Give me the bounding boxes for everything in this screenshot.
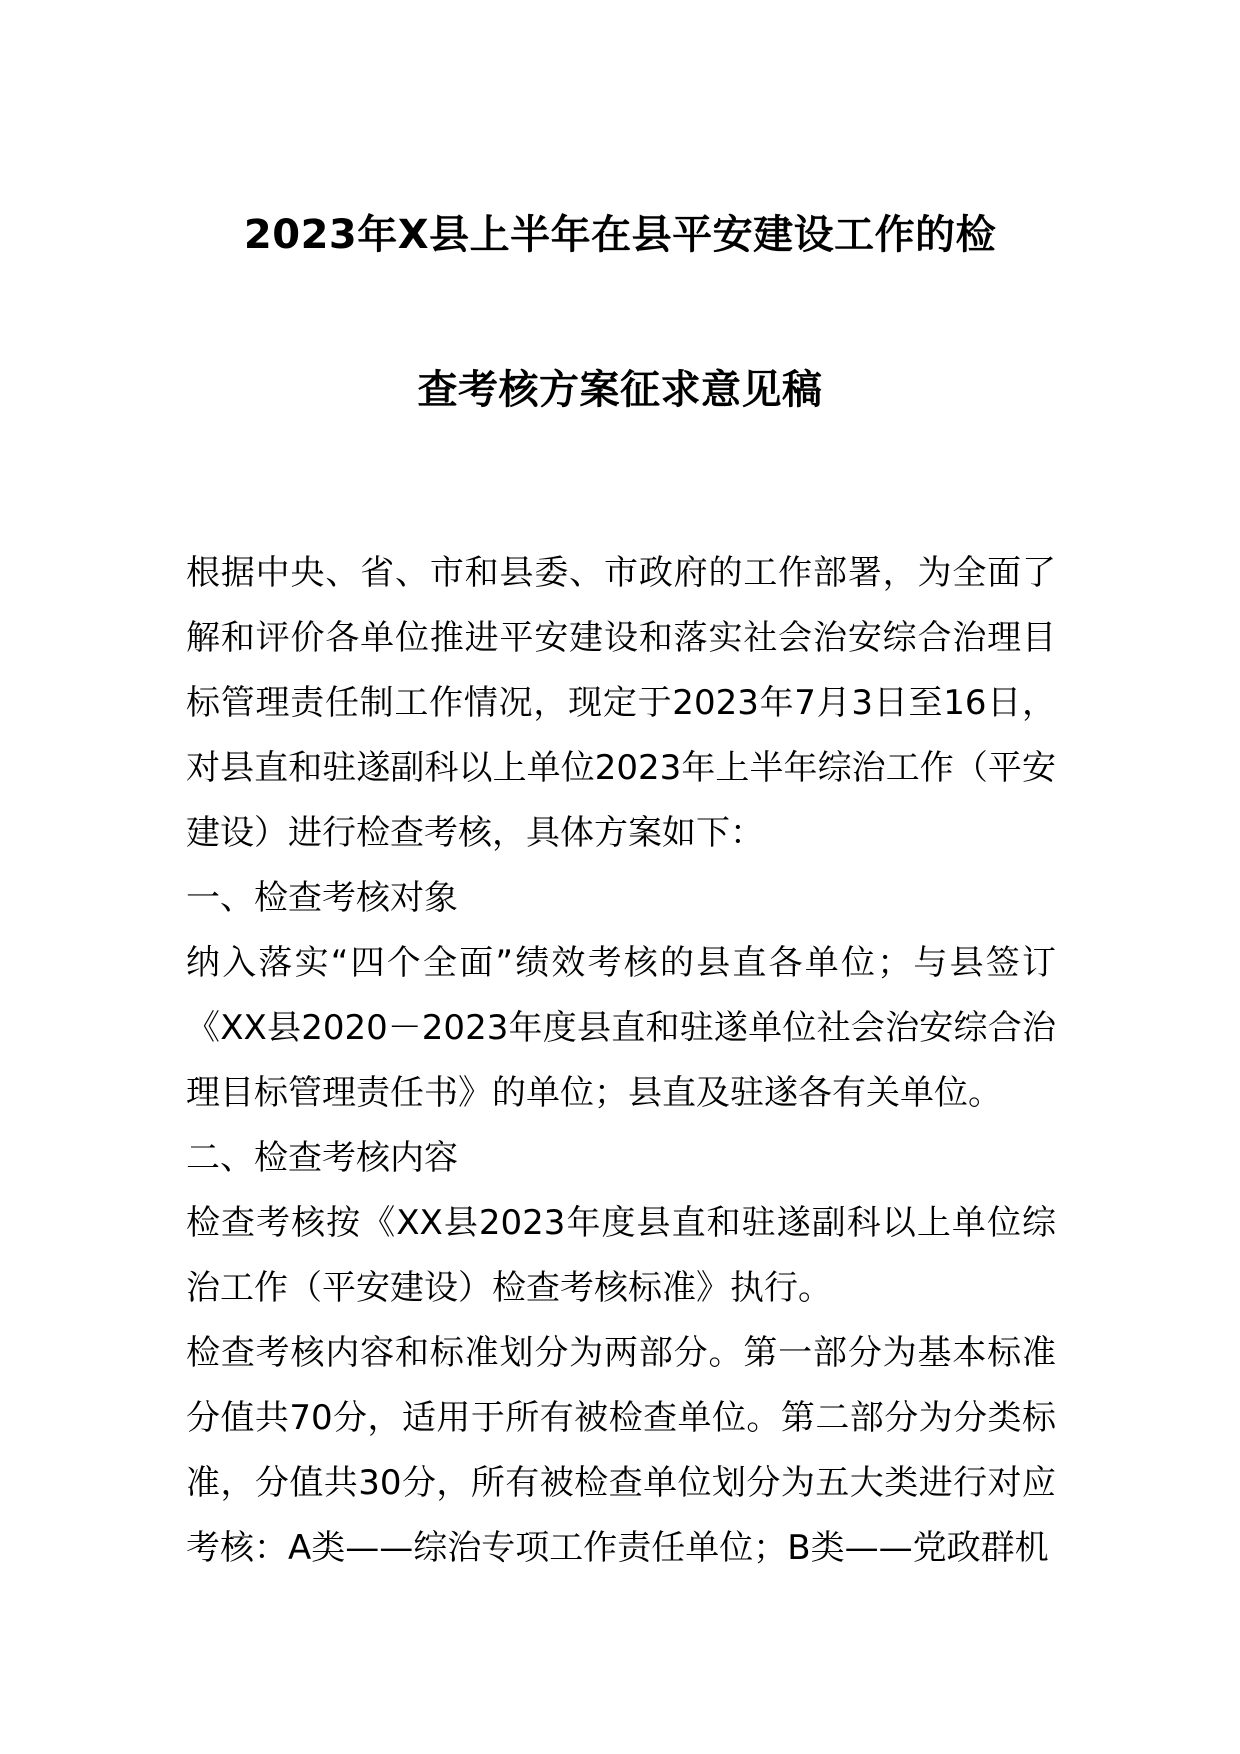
section-heading-2: 二、检查考核内容 (186, 1138, 458, 1178)
document-title-line-1: 2023年X县上半年在县平安建设工作的检 (243, 212, 997, 258)
section-heading-1: 一、检查考核对象 (186, 878, 458, 918)
section-2-paragraph-1: 检查考核按《XX县2023年度县直和驻遂副科以上单位综治工作（平安建设）检查考核标准》执行。 (186, 1203, 1056, 1308)
section-1-paragraph: 纳入落实“四个全面”绩效考核的县直各单位；与县签订《XX县2020－2023年度县直和驻遂单位社会治安综合治理目标管理责任书》的单位；县直及驻遂各有关单位。 (186, 943, 1056, 1113)
section-2-paragraph-2: 检查考核内容和标准划分为两部分。第一部分为基本标准分值共70分，适用于所有被检查单位。第二部分为分类标准，分值共30分，所有被检查单位划分为五大类进行对应考核：A类——综治专项工作责任单位；B类——党政群机 (186, 1333, 1056, 1568)
document-title-line-2: 查考核方案征求意见稿 (417, 367, 823, 413)
document-body (186, 541, 1056, 1581)
intro-paragraph: 根据中央、省、市和县委、市政府的工作部署，为全面了解和评价各单位推进平安建设和落实社会治安综合治理目标管理责任制工作情况，现定于2023年7月3日至16日，对县直和驻遂副科以上单位2023年上半年综治工作（平安建设）进行检查考核，具体方案如下： (186, 553, 1056, 853)
